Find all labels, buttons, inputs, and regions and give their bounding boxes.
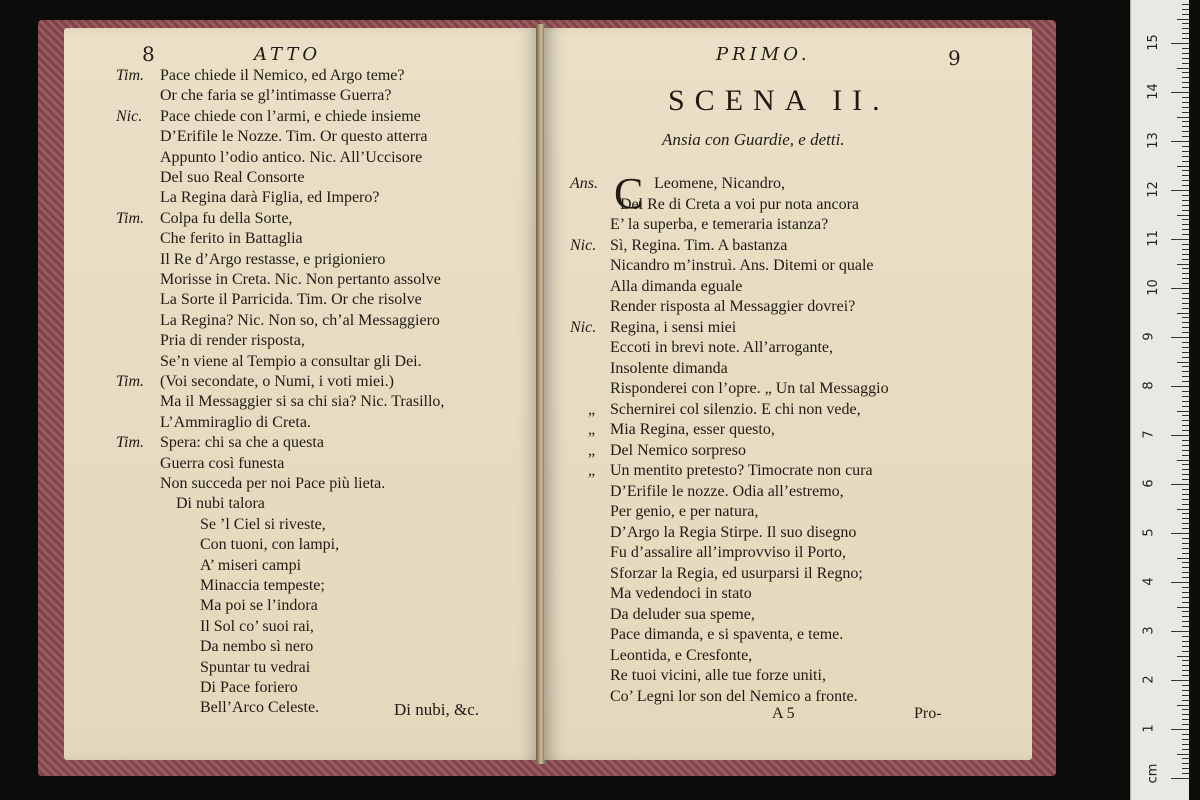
ruler-tick [1177, 313, 1189, 314]
ruler-number: 3 [1141, 626, 1157, 635]
text-line: Del suo Real Consorte [160, 169, 305, 186]
ruler-tick [1182, 543, 1189, 544]
text-line: Alla dimanda eguale [610, 277, 743, 295]
ruler-tick [1182, 63, 1189, 64]
text-line: Se ’l Ciel si riveste, [200, 515, 326, 533]
text-line: Colpa fu della Sorte, [160, 209, 293, 227]
ruler-tick [1182, 675, 1189, 676]
ruler-tick [1182, 28, 1189, 29]
ruler-tick [1182, 371, 1189, 372]
text-line: Guerra così funesta [160, 454, 285, 472]
ruler-tick [1177, 215, 1189, 216]
ruler-unit-label: cm [1145, 763, 1161, 784]
text-line: Render risposta al Messaggier dovrei? [610, 298, 856, 315]
ruler-number: 15 [1145, 34, 1161, 51]
ruler-tick [1182, 180, 1189, 181]
ruler-tick [1182, 597, 1189, 598]
text-line: Pace dimanda, e si spaventa, e teme. [610, 626, 844, 643]
text-line: Se’n viene al Tempio a consultar gli Dei. [160, 352, 422, 370]
text-line: Spera: chi sa che a questa [160, 434, 324, 452]
text-line: Pace chiede il Nemico, ed Argo teme? [160, 67, 405, 84]
ruler-tick [1182, 175, 1189, 176]
ruler-tick [1182, 205, 1189, 206]
running-head: PRIMO. [716, 44, 811, 65]
ruler-tick [1182, 499, 1189, 500]
ruler-tick [1182, 489, 1189, 490]
ruler-tick [1182, 562, 1189, 563]
ruler-tick [1182, 700, 1189, 701]
ruler-tick [1182, 38, 1189, 39]
text-line: Di Pace foriero [200, 679, 298, 696]
text-line: Da nembo sì nero [200, 638, 314, 656]
ruler-tick [1182, 479, 1189, 480]
catchword: Pro- [914, 705, 942, 722]
ruler-tick [1182, 185, 1189, 186]
ruler-tick [1182, 513, 1189, 514]
text-line: D’Erifile le nozze. Odia all’estremo, [610, 482, 844, 500]
ruler-number: 7 [1141, 430, 1157, 439]
ruler-tick [1182, 14, 1189, 15]
speaker-label: Nic. [570, 236, 597, 254]
text-line: Ma il Messaggier si sa chi sia? Nic. Trasillo, [160, 393, 445, 411]
ruler-tick [1182, 425, 1189, 426]
text-line: Fu d’assalire all’improvviso il Porto, [610, 544, 846, 561]
ruler-tick [1171, 92, 1189, 93]
text-line: Insolente dimanda [610, 359, 728, 377]
ruler-number: 2 [1141, 675, 1157, 684]
ruler-tick [1171, 43, 1189, 44]
ruler-tick [1182, 724, 1189, 725]
text-line: Il Re d’Argo restasse, e prigioniero [160, 250, 386, 268]
ruler-tick [1171, 778, 1189, 779]
ruler-tick [1182, 455, 1189, 456]
ruler-tick [1182, 651, 1189, 652]
ruler-tick [1182, 283, 1189, 284]
ruler-number: 10 [1145, 279, 1161, 296]
text-line: La Regina? Nic. Non so, ch’al Messaggiero [160, 311, 440, 329]
ruler-tick [1182, 77, 1189, 78]
ruler-tick [1182, 611, 1189, 612]
ruler-tick [1177, 19, 1189, 20]
ruler-tick [1177, 460, 1189, 461]
text-line: (Voi secondate, o Numi, i voti miei.) [160, 373, 394, 390]
ruler-tick [1177, 509, 1189, 510]
ruler-tick [1171, 190, 1189, 191]
text-line: L’Ammiraglio di Creta. [160, 413, 311, 431]
text-line: Del Nemico sorpreso [610, 441, 746, 459]
ruler-tick [1182, 268, 1189, 269]
ruler-number: 11 [1145, 230, 1161, 247]
ruler-number: 9 [1141, 332, 1157, 341]
ruler-tick [1182, 210, 1189, 211]
ruler-tick [1182, 406, 1189, 407]
ruler-tick [1182, 9, 1189, 10]
text-line: Pria di render risposta, [160, 332, 305, 350]
ruler-tick [1182, 352, 1189, 353]
ruler-tick [1182, 572, 1189, 573]
text-line: Bell’Arco Celeste. [200, 699, 320, 717]
text-line: Spuntar tu vedrai [200, 658, 311, 676]
ruler-tick [1182, 102, 1189, 103]
ruler-tick [1182, 749, 1189, 750]
ruler-tick [1177, 656, 1189, 657]
ruler-tick [1182, 401, 1189, 402]
ruler-tick [1182, 107, 1189, 108]
ruler-tick [1177, 264, 1189, 265]
ruler-tick [1182, 293, 1189, 294]
ruler-tick [1171, 337, 1189, 338]
ruler-number: 1 [1141, 724, 1157, 733]
text-line: Regina, i sensi miei [610, 318, 737, 336]
text-line: Per genio, e per natura, [610, 503, 759, 520]
text-line: Eccoti in brevi note. All’arrogante, [610, 339, 834, 356]
ruler-tick [1171, 729, 1189, 730]
ruler-tick [1182, 112, 1189, 113]
ruler-number: 8 [1141, 381, 1157, 390]
ruler-tick [1182, 616, 1189, 617]
ruler-tick [1182, 317, 1189, 318]
ruler-tick [1182, 420, 1189, 421]
ruler-tick [1182, 229, 1189, 230]
ruler-tick [1182, 327, 1189, 328]
ruler-tick [1182, 744, 1189, 745]
scene-subtitle: Ansia con Guardie, e detti. [662, 130, 845, 149]
text-line: Schernirei col silenzio. E chi non vede, [610, 400, 861, 418]
text-line: Che ferito in Battaglia [160, 230, 303, 248]
ruler-tick [1182, 665, 1189, 666]
ruler-tick [1182, 602, 1189, 603]
ruler-tick [1177, 754, 1189, 755]
text-line: Appunto l’odio antico. Nic. All’Uccisore [160, 148, 423, 166]
catchword: Di nubi, &c. [394, 700, 479, 719]
ruler-tick [1182, 234, 1189, 235]
ruler-tick [1182, 523, 1189, 524]
ruler-tick [1182, 151, 1189, 152]
ruler-tick [1182, 161, 1189, 162]
ruler-tick [1182, 690, 1189, 691]
ruler-tick [1171, 680, 1189, 681]
text-line: Or che faria se gl’intimasse Guerra? [160, 87, 392, 105]
text-line: Del Re di Creta a voi pur nota ancora [620, 195, 860, 213]
ruler-tick [1182, 714, 1189, 715]
ruler-tick [1182, 308, 1189, 309]
ruler-tick [1182, 195, 1189, 196]
page-number: 8 [142, 42, 155, 66]
ruler-tick [1182, 592, 1189, 593]
ruler-tick [1182, 450, 1189, 451]
ruler-tick [1182, 259, 1189, 260]
ruler-tick [1182, 53, 1189, 54]
ruler-tick [1171, 631, 1189, 632]
ruler-tick [1182, 342, 1189, 343]
ruler-tick [1182, 381, 1189, 382]
text-line: Minaccia tempeste; [200, 577, 325, 594]
ruler-tick [1182, 773, 1189, 774]
text-line: Con tuoni, con lampi, [200, 536, 340, 554]
text-line: D’Argo la Regia Stirpe. Il suo disegno [610, 523, 857, 541]
ruler-tick [1177, 558, 1189, 559]
ruler-number: 13 [1145, 132, 1161, 149]
text-line: La Sorte il Parricida. Tim. Or che risolve [160, 291, 422, 309]
ruler-tick [1182, 298, 1189, 299]
page-number: 9 [948, 46, 961, 70]
text-line: Risponderei con l’opre. „ Un tal Messaggio [610, 380, 889, 397]
text-line: Morisse in Creta. Nic. Non pertanto assolve [160, 271, 441, 288]
text-line: Sforzar la Regia, ed usurparsi il Regno; [610, 564, 863, 582]
speaker-label: Ans. [570, 175, 598, 192]
ruler-tick [1182, 136, 1189, 137]
ruler-tick [1182, 376, 1189, 377]
ruler-tick [1182, 709, 1189, 710]
ruler-tick [1182, 322, 1189, 323]
ruler-number: 5 [1141, 528, 1157, 537]
text-line: Il Sol co’ suoi rai, [200, 617, 314, 635]
speaker-label: Tim. [116, 67, 145, 84]
ruler-tick [1182, 763, 1189, 764]
ruler-tick [1182, 224, 1189, 225]
ruler-tick [1182, 567, 1189, 568]
ruler-tick [1182, 244, 1189, 245]
ruler-tick [1182, 758, 1189, 759]
ruler-tick [1182, 739, 1189, 740]
text-line: Co’ Legni lor son del Nemico a fronte. [610, 687, 858, 705]
ruler-tick [1182, 636, 1189, 637]
ruler-tick [1182, 660, 1189, 661]
quotation-mark: „ [588, 421, 596, 438]
text-line: Leomene, Nicandro, [654, 175, 786, 192]
ruler-tick [1182, 156, 1189, 157]
ruler-tick [1182, 48, 1189, 49]
ruler-tick [1182, 82, 1189, 83]
ruler-tick [1182, 445, 1189, 446]
speaker-label: Nic. [116, 107, 143, 125]
ruler-tick [1182, 347, 1189, 348]
text-line: Ma vedendoci in stato [610, 585, 752, 602]
quotation-mark: „ [588, 441, 596, 459]
ruler-tick [1171, 582, 1189, 583]
ruler-tick [1182, 332, 1189, 333]
ruler-tick [1182, 646, 1189, 647]
ruler-tick [1182, 146, 1189, 147]
text-line: A’ miseri campi [200, 556, 302, 574]
ruler-tick [1177, 607, 1189, 608]
text-line: Di nubi talora [176, 495, 265, 513]
ruler-tick [1177, 68, 1189, 69]
ruler-tick [1171, 435, 1189, 436]
ruler-tick [1182, 219, 1189, 220]
ruler-tick [1182, 87, 1189, 88]
ruler-tick [1182, 494, 1189, 495]
ruler-tick [1182, 97, 1189, 98]
ruler-tick [1182, 474, 1189, 475]
ruler-tick [1182, 440, 1189, 441]
ruler-tick [1182, 396, 1189, 397]
ruler-tick [1182, 121, 1189, 122]
ruler-tick [1171, 239, 1189, 240]
ruler-tick [1182, 58, 1189, 59]
ruler-tick [1182, 685, 1189, 686]
ruler-tick [1177, 705, 1189, 706]
running-head: ATTO [254, 44, 322, 65]
ruler-tick [1182, 504, 1189, 505]
ruler-tick [1171, 141, 1189, 142]
ruler-tick [1177, 166, 1189, 167]
speaker-label: Tim. [116, 209, 145, 227]
ruler-tick [1182, 587, 1189, 588]
ruler-tick [1177, 362, 1189, 363]
ruler-tick [1182, 254, 1189, 255]
text-line: Sì, Regina. Tim. A bastanza [610, 236, 788, 254]
ruler-tick [1182, 366, 1189, 367]
ruler-tick [1182, 200, 1189, 201]
right-page [544, 28, 1032, 760]
ruler-tick [1171, 533, 1189, 534]
ruler-tick [1182, 273, 1189, 274]
ruler-tick [1182, 170, 1189, 171]
ruler-number: 6 [1141, 479, 1157, 488]
ruler-tick [1182, 719, 1189, 720]
ruler-tick [1182, 768, 1189, 769]
text-line: Pace chiede con l’armi, e chiede insieme [160, 107, 421, 125]
ruler-tick [1182, 469, 1189, 470]
drop-cap-initial: C [614, 169, 644, 218]
ruler-tick [1182, 641, 1189, 642]
ruler-tick [1182, 72, 1189, 73]
ruler-tick [1182, 538, 1189, 539]
quotation-mark: „ [588, 462, 596, 479]
ruler-tick [1171, 484, 1189, 485]
text-line: Leontida, e Cresfonte, [610, 646, 753, 664]
text-line: Nicandro m’instruì. Ans. Ditemi or quale [610, 257, 874, 274]
ruler-tick [1182, 33, 1189, 34]
text-line: Mia Regina, esser questo, [610, 421, 775, 438]
ruler-tick [1171, 288, 1189, 289]
text-line: La Regina darà Figlia, ed Impero? [160, 189, 380, 207]
speaker-label: Nic. [570, 318, 597, 336]
ruler-tick [1182, 4, 1189, 5]
text-line: E’ la superba, e temeraria istanza? [610, 216, 829, 233]
ruler-tick [1182, 553, 1189, 554]
ruler-tick [1182, 303, 1189, 304]
ruler-tick [1182, 415, 1189, 416]
ruler-number: 4 [1141, 577, 1157, 586]
ruler-tick [1182, 464, 1189, 465]
ruler-tick [1182, 621, 1189, 622]
ruler-tick [1182, 391, 1189, 392]
ruler-number: 14 [1145, 83, 1161, 100]
ruler-tick [1171, 386, 1189, 387]
text-line: Re tuoi vicini, alle tue forze uniti, [610, 667, 826, 684]
ruler-tick [1182, 131, 1189, 132]
ruler-tick [1182, 278, 1189, 279]
ruler-tick [1182, 548, 1189, 549]
ruler-tick [1182, 249, 1189, 250]
scene-title: SCENA II. [668, 84, 890, 117]
ruler-tick [1182, 577, 1189, 578]
ruler-tick [1177, 411, 1189, 412]
ruler-tick [1182, 528, 1189, 529]
measurement-ruler [1130, 0, 1189, 800]
ruler-tick [1177, 117, 1189, 118]
ruler-tick [1182, 734, 1189, 735]
quotation-mark: „ [588, 400, 596, 418]
text-line: D’Erifile le Nozze. Tim. Or questo atterra [160, 128, 428, 146]
signature-mark: A 5 [772, 705, 795, 722]
ruler-tick [1182, 126, 1189, 127]
text-line: Da deluder sua speme, [610, 605, 755, 623]
text-line: Un mentito pretesto? Timocrate non cura [610, 462, 873, 479]
ruler-tick [1182, 695, 1189, 696]
ruler-tick [1182, 430, 1189, 431]
ruler-tick [1182, 518, 1189, 519]
speaker-label: Tim. [116, 434, 145, 452]
speaker-label: Tim. [116, 373, 145, 390]
ruler-tick [1182, 670, 1189, 671]
ruler-tick [1182, 23, 1189, 24]
ruler-tick [1182, 626, 1189, 627]
text-line: Non succeda per noi Pace più lieta. [160, 475, 386, 492]
left-page [64, 28, 540, 760]
text-line: Ma poi se l’indora [200, 597, 318, 615]
ruler-number: 12 [1145, 181, 1161, 198]
ruler-tick [1182, 357, 1189, 358]
